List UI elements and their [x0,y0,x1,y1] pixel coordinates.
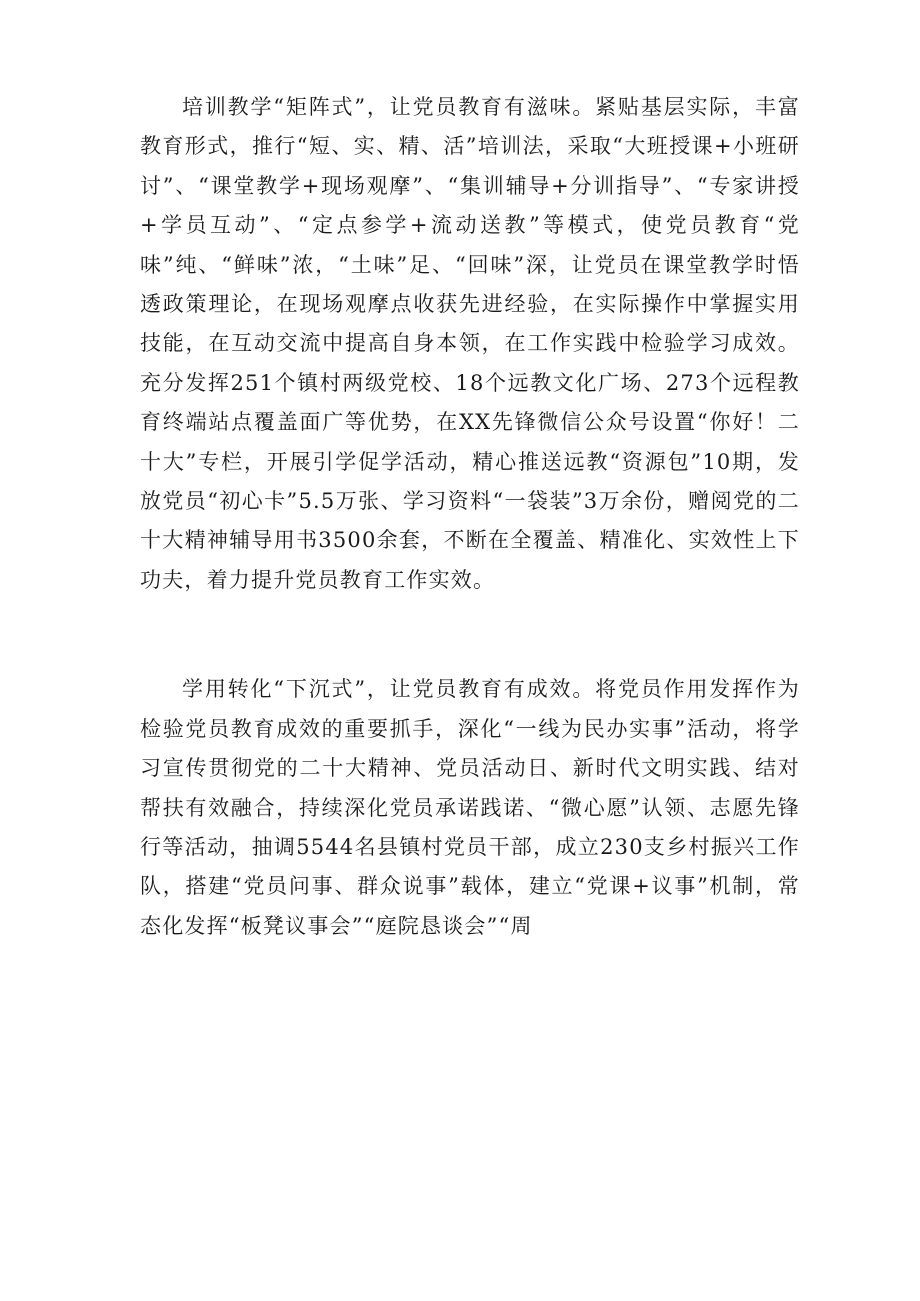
document-body [140,88,800,946]
paragraph-learning-application: 学用转化“下沉式”，让党员教育有成效。将党员作用发挥作为检验党员教育成效的重要抓手，深化“一线为民办实事”活动，将学习宣传贯彻党的二十大精神、党员活动日、新时代文明实践、结对帮扶有效融合，持续深化党员承诺践诺、“微心愿”认领、志愿先锋行等活动，抽调5544名县镇村党员干部，成立230支乡村振兴工作队，搭建“党员问事、群众说事”载体，建立“党课+议事”机制，常态化发挥“板凳议事会”“庭院恳谈会”“周 [140,677,800,938]
paragraph-spacer [140,600,800,670]
paragraph-training-matrix: 培训教学“矩阵式”，让党员教育有滋味。紧贴基层实际，丰富教育形式，推行“短、实、精、活”培训法，采取“大班授课+小班研讨”、“课堂教学+现场观摩”、“集训辅导+分训指导”、“专家讲授+学员互动”、“定点参学+流动送教”等模式，使党员教育“党味”纯、“鲜味”浓，“土味”足、“回味”深，让党员在课堂教学时悟透政策理论，在现场观摩点收获先进经验，在实际操作中掌握实用技能，在互动交流中提高自身本领，在工作实践中检验学习成效。充分发挥251个镇村两级党校、18个远教文化广场、273个远程教育终端站点覆盖面广等优势，在XX先锋微信公众号设置“你好！二十大”专栏，开展引学促学活动，精心推送远教“资源包”10期，发放党员“初心卡”5.5万张、学习资料“一袋装”3万余份，赠阅党的二十大精神辅导用书3500余套，不断在全覆盖、精准化、实效性上下功夫，着力提升党员教育工作实效。 [140,95,800,592]
